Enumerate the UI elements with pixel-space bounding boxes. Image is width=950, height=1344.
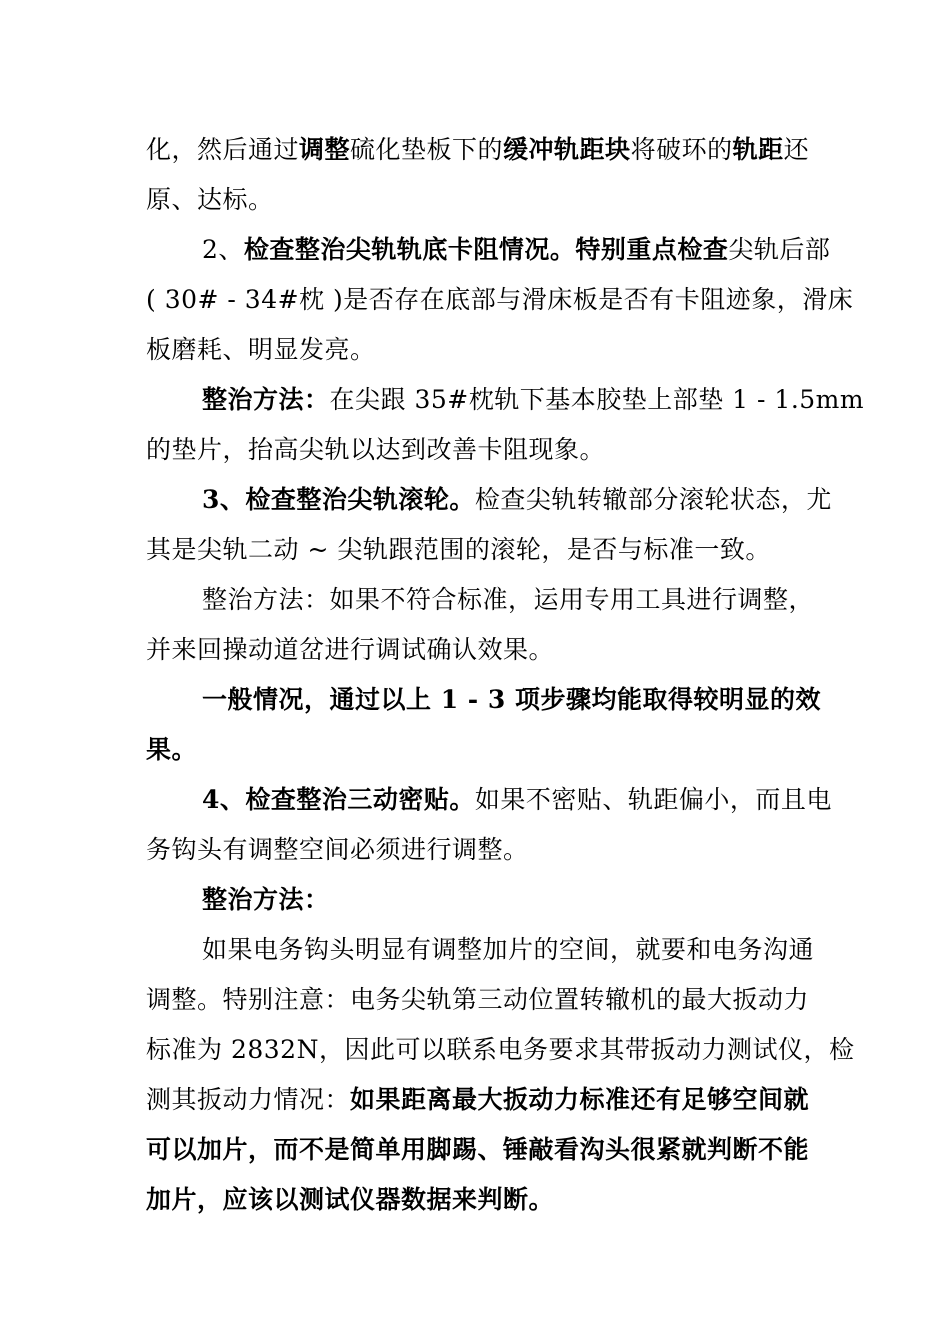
text-run: 硫化垫板下的 [350, 135, 504, 164]
text-line-6 [202, 383, 864, 417]
text-run: 检查尖轨转辙部分滚轮状态，尤 [474, 485, 832, 514]
text-line-9: 其是尖轨二动 ~ 尖轨跟范围的滚轮，是否与标准一致。 [146, 535, 771, 564]
text-line-14 [202, 783, 832, 817]
bold-run: 检查整治尖轨轨底卡阻情况。特别重点检查 [243, 235, 729, 264]
text-run: 将破环的 [630, 135, 733, 164]
bold-run: 4、检查整治三动密贴。 [202, 785, 475, 814]
text-run: 如果不密贴、轨距偏小，而且电 [474, 785, 832, 814]
text-run: 测其扳动力情况： [146, 1085, 351, 1114]
text-run: 还 [783, 135, 810, 164]
bold-run: 轨距 [732, 135, 784, 164]
bold-run: 整治方法： [202, 385, 330, 414]
text-line-13: 果。 [146, 735, 198, 764]
text-line-5: 板磨耗、明显发亮。 [146, 335, 376, 364]
text-line-22: 加片，应该以测试仪器数据来判断。 [146, 1185, 555, 1214]
text-line-4: ( 30# - 34#枕 )是否存在底部与滑床板是否有卡阻迹象，滑床 [146, 285, 854, 314]
text-run: 化，然后通过 [146, 135, 300, 164]
text-line-1 [146, 133, 809, 167]
text-run: 2、 [202, 235, 244, 264]
bold-run: 3、检查整治尖轨滚轮。 [202, 485, 475, 514]
text-run: 在尖跟 35#枕轨下基本胶垫上部垫 1 - 1.5mm [329, 385, 865, 414]
bold-run: 调整 [299, 135, 351, 164]
text-line-8 [202, 483, 832, 517]
text-line-11: 并来回操动道岔进行调试确认效果。 [146, 635, 555, 664]
text-line-15: 务钩头有调整空间必须进行调整。 [146, 835, 529, 864]
text-line-10: 整治方法：如果不符合标准，运用专用工具进行调整， [202, 585, 815, 614]
text-line-19: 标准为 2832N，因此可以联系电务要求其带扳动力测试仪，检 [146, 1035, 855, 1064]
text-line-17: 如果电务钩头明显有调整加片的空间，就要和电务沟通 [202, 935, 815, 964]
text-line-16: 整治方法： [202, 885, 330, 914]
text-line-7: 的垫片，抬高尖轨以达到改善卡阻现象。 [146, 435, 606, 464]
text-run: 尖轨后部 [728, 235, 831, 264]
bold-run: 缓冲轨距块 [503, 135, 631, 164]
text-line-3 [202, 233, 830, 267]
text-line-2: 原、达标。 [146, 185, 274, 214]
text-line-18: 调整。特别注意：电务尖轨第三动位置转辙机的最大扳动力 [146, 985, 810, 1014]
text-line-12: 一般情况，通过以上 1 - 3 项步骤均能取得较明显的效 [202, 685, 821, 714]
bold-run: 如果距离最大扳动力标准还有足够空间就 [350, 1085, 810, 1114]
text-line-20 [146, 1083, 809, 1117]
text-line-21: 可以加片，而不是简单用脚踢、锤敲看沟头很紧就判断不能 [146, 1135, 810, 1164]
